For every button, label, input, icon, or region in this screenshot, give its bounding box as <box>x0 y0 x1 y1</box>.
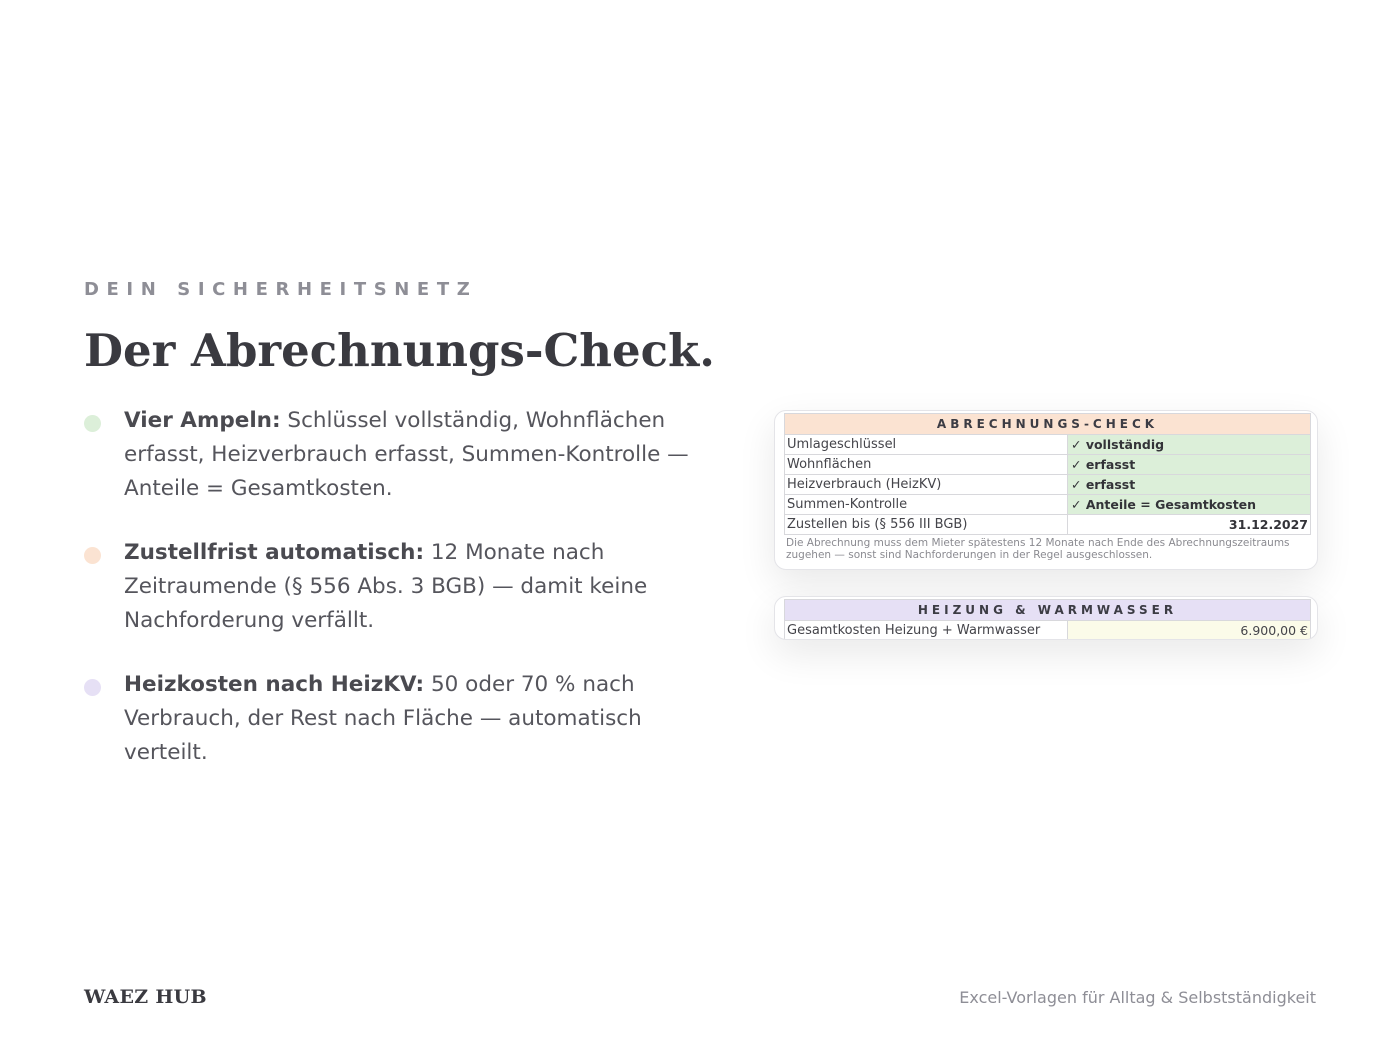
feature-item-heizkosten <box>84 668 724 770</box>
row-label: Summen-Kontrolle <box>785 495 1068 514</box>
section-eyebrow: DEIN SICHERHEITSNETZ <box>84 279 478 300</box>
check-header: ABRECHNUNGS-CHECK <box>784 413 1311 435</box>
feature-text <box>124 404 724 506</box>
table-row <box>784 435 1311 455</box>
row-label: Gesamtkosten Heizung + Warmwasser <box>785 621 1068 640</box>
deadline-row <box>784 515 1311 535</box>
feature-text <box>124 668 724 770</box>
feature-item-zustellfrist <box>84 536 724 638</box>
footer-tagline: Excel-Vorlagen für Alltag & Selbstständigkeit <box>959 988 1316 1007</box>
row-label: Umlageschlüssel <box>785 435 1068 454</box>
row-status: ✓ vollständig <box>1068 435 1310 454</box>
brand-logo: WAEZ HUB <box>84 986 207 1008</box>
row-status: ✓ erfasst <box>1068 455 1310 474</box>
feature-text <box>124 536 724 638</box>
table-row <box>784 475 1311 495</box>
bullet-dot-purple <box>84 679 101 696</box>
feature-label: Zustellfrist automatisch: <box>124 540 425 565</box>
legal-note: Die Abrechnung muss dem Mieter spätestens 12 Monate nach Ende des Abrechnungszeitraums zugehen — sonst sind Nachforderungen in der Regel ausgeschlossen. <box>786 537 1290 561</box>
feature-label: Vier Ampeln: <box>124 408 281 433</box>
table-row <box>784 455 1311 475</box>
heating-sheet <box>784 599 1311 640</box>
table-row <box>784 495 1311 515</box>
deadline-label: Zustellen bis (§ 556 III BGB) <box>785 515 1068 534</box>
bullet-dot-orange <box>84 547 101 564</box>
feature-description: 12 Monate nach Zeitraumende (§ 556 Abs. 3 BGB) — damit keine Nachforderung verfällt. <box>124 540 648 633</box>
row-label: Wohnflächen <box>785 455 1068 474</box>
table-row <box>784 621 1311 640</box>
row-status: ✓ Anteile = Gesamtkosten <box>1068 495 1310 514</box>
heating-header: HEIZUNG & WARMWASSER <box>784 599 1311 621</box>
feature-label: Heizkosten nach HeizKV: <box>124 672 425 697</box>
feature-description: Schlüssel vollständig, Wohnflächen erfasst, Heizverbrauch erfasst, Summen-Kontrolle — Anteile = Gesamtkosten. <box>124 408 689 501</box>
bullet-dot-green <box>84 415 101 432</box>
feature-item-ampeln <box>84 404 724 506</box>
abrechnungs-check-card <box>774 410 1318 570</box>
deadline-date: 31.12.2027 <box>1228 517 1308 532</box>
page-title: Der Abrechnungs-Check. <box>84 324 715 377</box>
feature-description: 50 oder 70 % nach Verbrauch, der Rest nach Fläche — automatisch verteilt. <box>124 672 642 765</box>
heizung-warmwasser-card <box>774 596 1318 640</box>
row-status: ✓ erfasst <box>1068 475 1310 494</box>
feature-list <box>84 404 724 765</box>
total-cost-value: 6.900,00 € <box>1068 621 1310 640</box>
row-label: Heizverbrauch (HeizKV) <box>785 475 1068 494</box>
check-sheet <box>784 413 1311 561</box>
